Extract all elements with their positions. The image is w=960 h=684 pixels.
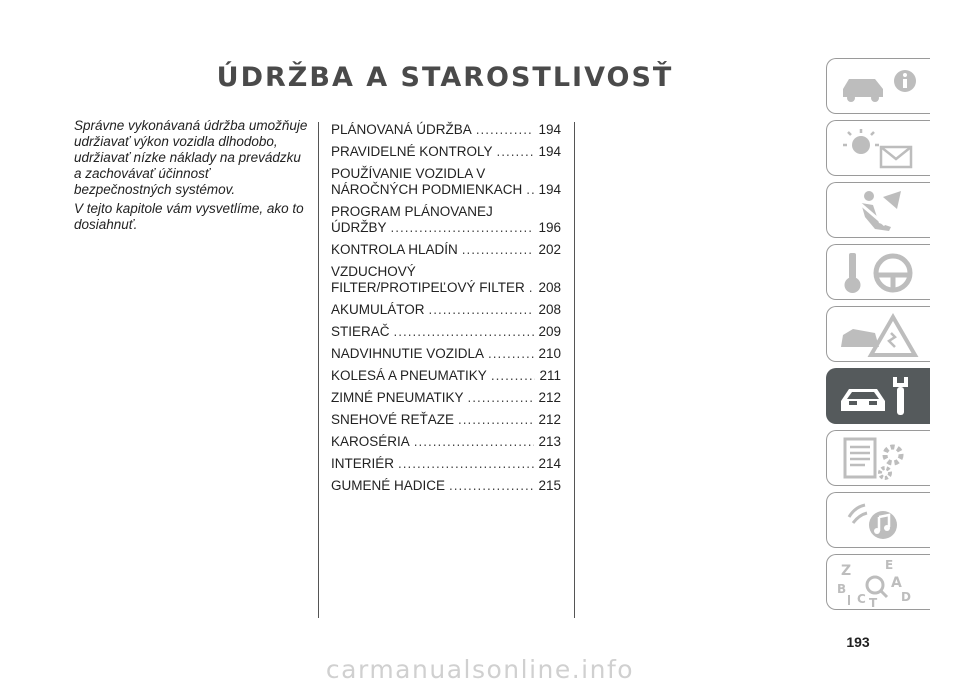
toc-entry-title: ZIMNÉ PNEUMATIKY bbox=[331, 390, 464, 405]
tab-safety[interactable] bbox=[826, 182, 930, 238]
toc-page-number: 196 bbox=[538, 220, 561, 235]
tab-maintenance[interactable] bbox=[826, 368, 930, 424]
index-letter: B bbox=[837, 582, 847, 596]
toc-entry-title-line1: PROGRAM PLÁNOVANEJ bbox=[331, 204, 493, 219]
tab-starting-driving[interactable] bbox=[826, 244, 930, 300]
toc-entry-line bbox=[331, 182, 561, 198]
toc-entry-title: NADVIHNUTIE VOZIDLA bbox=[331, 346, 485, 361]
warning-lights-message-icon bbox=[835, 125, 925, 173]
toc-leader-dots bbox=[491, 368, 536, 384]
intro-paragraph-1: Správne vykonávaná údržba umožňuje udržiavať výkon vozidla dlhodobo, udržiavať nízke náklady na prevádzku a zachovávať účinnosť bezpečnostných systémov. bbox=[74, 118, 308, 197]
chapter-intro bbox=[74, 118, 310, 236]
toc-entry[interactable] bbox=[331, 166, 561, 198]
toc-entry-title: PLÁNOVANÁ ÚDRŽBA bbox=[331, 122, 472, 137]
toc-entry-line bbox=[331, 144, 561, 160]
toc-entry[interactable] bbox=[331, 302, 561, 318]
toc-entry[interactable] bbox=[331, 144, 561, 160]
car-info-icon bbox=[835, 63, 925, 111]
toc-leader-dots bbox=[529, 280, 535, 296]
index-letter: D bbox=[901, 590, 911, 604]
toc-entry-title: KOLESÁ A PNEUMATIKY bbox=[331, 368, 487, 383]
toc-entry[interactable] bbox=[331, 242, 561, 258]
toc-entry-title: KAROSÉRIA bbox=[331, 434, 410, 449]
toc-page-number: 211 bbox=[539, 368, 561, 383]
toc-page-number: 210 bbox=[538, 346, 561, 361]
toc-leader-dots bbox=[526, 182, 534, 198]
toc-entry-title: SNEHOVÉ REŤAZE bbox=[331, 412, 455, 427]
toc-page-number: 208 bbox=[538, 280, 561, 295]
toc-leader-dots bbox=[468, 390, 535, 406]
toc-entry-line bbox=[331, 122, 561, 138]
index-letter: C bbox=[857, 592, 866, 606]
toc-page-number: 202 bbox=[538, 242, 561, 257]
technical-data-gear-icon bbox=[835, 435, 925, 483]
toc-page-number: 212 bbox=[538, 412, 561, 427]
toc-entry-line bbox=[331, 456, 561, 472]
tab-multimedia[interactable] bbox=[826, 492, 930, 548]
toc-page-number: 194 bbox=[538, 182, 561, 197]
column-divider-right bbox=[574, 122, 575, 618]
toc-page-number: 208 bbox=[538, 302, 561, 317]
toc-page-number: 212 bbox=[538, 390, 561, 405]
toc-leader-dots bbox=[414, 434, 535, 450]
column-divider-left bbox=[318, 122, 319, 618]
intro-paragraph-2: V tejto kapitole vám vysvetlíme, ako to dosiahnuť. bbox=[74, 201, 304, 232]
toc-leader-dots bbox=[429, 302, 535, 318]
multimedia-music-icon bbox=[835, 497, 925, 545]
toc-page-number: 209 bbox=[538, 324, 561, 339]
toc-entry-title: FILTER/PROTIPEĽOVÝ FILTER bbox=[331, 280, 525, 295]
car-maintenance-wrench-icon bbox=[835, 373, 925, 421]
toc-entry-line bbox=[331, 324, 561, 340]
toc-page-number: 214 bbox=[538, 456, 561, 471]
toc-entry-title: NÁROČNÝCH PODMIENKACH bbox=[331, 182, 523, 197]
toc-page-number: 213 bbox=[538, 434, 561, 449]
toc-entry[interactable] bbox=[331, 478, 561, 494]
toc-leader-dots bbox=[462, 242, 535, 258]
toc-entry-title: STIERAČ bbox=[331, 324, 390, 339]
tab-car-info[interactable] bbox=[826, 58, 930, 114]
toc-page-number: 194 bbox=[538, 144, 561, 159]
tab-technical-data[interactable] bbox=[826, 430, 930, 486]
index-letter: E bbox=[885, 559, 894, 572]
toc-entry-line bbox=[331, 390, 561, 406]
toc-page-number: 194 bbox=[538, 122, 561, 137]
toc-leader-dots bbox=[449, 478, 534, 494]
toc-entry[interactable] bbox=[331, 346, 561, 362]
toc-entry-line bbox=[331, 346, 561, 362]
toc-entry-title: AKUMULÁTOR bbox=[331, 302, 425, 317]
toc-entry-title: ÚDRŽBY bbox=[331, 220, 387, 235]
page-title: ÚDRŽBA A STAROSTLIVOSŤ bbox=[216, 62, 674, 93]
index-letter: Z bbox=[841, 563, 852, 579]
toc-entry-line bbox=[331, 280, 561, 296]
toc-entry[interactable] bbox=[331, 324, 561, 340]
emergency-warning-triangle-icon bbox=[835, 311, 925, 359]
key-steering-wheel-icon bbox=[835, 249, 925, 297]
toc-entry-title: KONTROLA HLADÍN bbox=[331, 242, 458, 257]
toc-entry[interactable] bbox=[331, 122, 561, 138]
toc-entry-title: PRAVIDELNÉ KONTROLY bbox=[331, 144, 493, 159]
toc-leader-dots bbox=[394, 324, 535, 340]
watermark: carmanualsonline.info bbox=[325, 655, 635, 684]
toc-entry[interactable] bbox=[331, 456, 561, 472]
toc-entry-line bbox=[331, 368, 561, 384]
toc-entry-line bbox=[331, 220, 561, 236]
toc-entry-line bbox=[331, 478, 561, 494]
tab-emergency[interactable] bbox=[826, 306, 930, 362]
toc-leader-dots bbox=[458, 412, 534, 428]
toc-entry-line bbox=[331, 412, 561, 428]
toc-entry-line bbox=[331, 242, 561, 258]
toc-leader-dots bbox=[488, 346, 534, 362]
toc-leader-dots bbox=[391, 220, 535, 236]
table-of-contents bbox=[331, 122, 561, 500]
alphabetical-index-icon bbox=[835, 559, 925, 607]
toc-entry-title: INTERIÉR bbox=[331, 456, 395, 471]
toc-entry-line bbox=[331, 302, 561, 318]
index-letter: T bbox=[869, 596, 878, 607]
toc-entry-title-line1: VZDUCHOVÝ bbox=[331, 264, 416, 279]
toc-entry[interactable] bbox=[331, 368, 561, 384]
page-number: 193 bbox=[846, 634, 870, 650]
toc-leader-dots bbox=[476, 122, 535, 138]
toc-entry-title-line1: POUŽÍVANIE VOZIDLA V bbox=[331, 166, 486, 181]
toc-page-number: 215 bbox=[538, 478, 561, 493]
airbag-seat-icon bbox=[835, 187, 925, 235]
toc-entry-title: GUMENÉ HADICE bbox=[331, 478, 446, 493]
toc-entry[interactable] bbox=[331, 390, 561, 406]
tab-index[interactable] bbox=[826, 554, 930, 610]
tab-warning-lights[interactable] bbox=[826, 120, 930, 176]
toc-entry[interactable] bbox=[331, 412, 561, 428]
index-letter: A bbox=[891, 575, 902, 591]
toc-leader-dots bbox=[497, 144, 535, 160]
toc-entry[interactable] bbox=[331, 264, 561, 296]
toc-entry[interactable] bbox=[331, 434, 561, 450]
toc-leader-dots bbox=[398, 456, 534, 472]
toc-entry-line bbox=[331, 434, 561, 450]
toc-entry[interactable] bbox=[331, 204, 561, 236]
